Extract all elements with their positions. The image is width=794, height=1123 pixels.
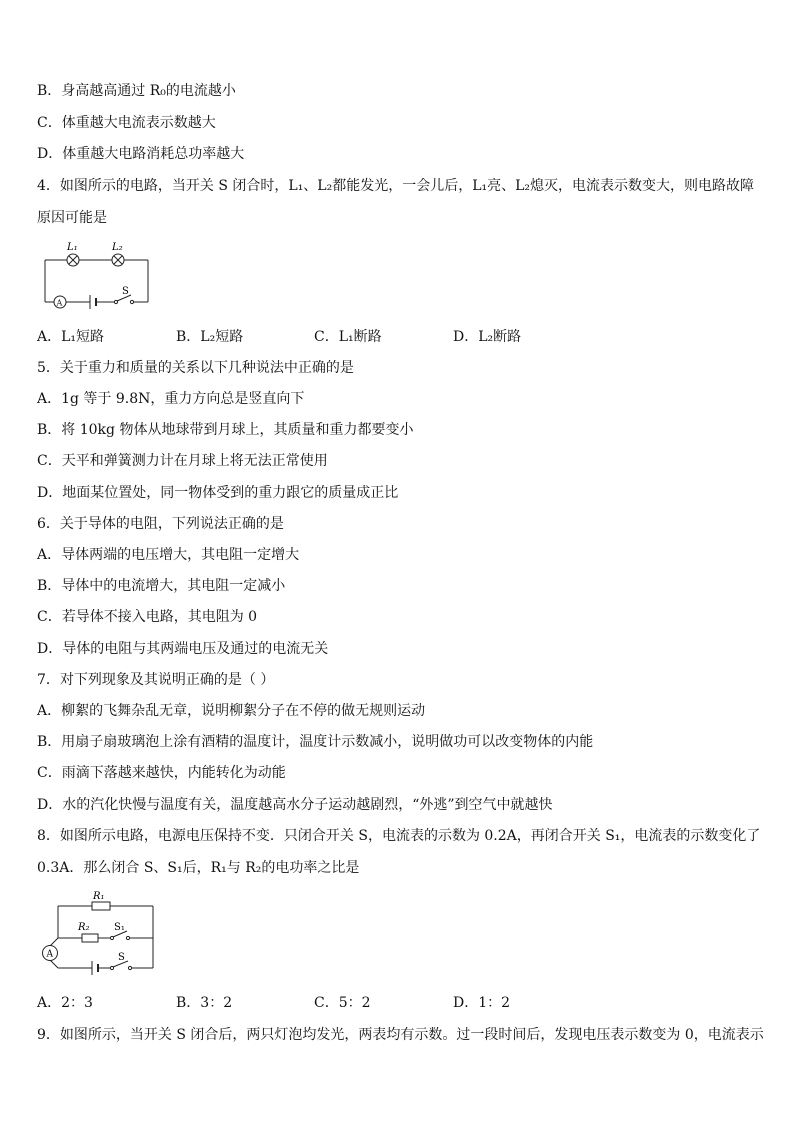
resistor-r1-icon bbox=[92, 902, 110, 910]
battery-icon bbox=[92, 961, 98, 975]
q4-option-d: D．L₂断路 bbox=[453, 329, 522, 345]
lamp-l2-label: L₂ bbox=[112, 242, 123, 253]
r1-label: R₁ bbox=[93, 891, 105, 902]
q8-options bbox=[37, 994, 757, 1012]
q8-stem-line2: 0.3A．那么闭合 S、S₁后，R₁与 R₂的电功率之比是 bbox=[37, 860, 360, 876]
q4-stem-line1: 4．如图所示的电路，当开关 S 闭合时，L₁、L₂都能发光，一会儿后，L₁亮、L₂熄灭，电流表示数变大，则电路故障 bbox=[37, 178, 755, 194]
q8-option-c: C．5：2 bbox=[314, 995, 371, 1011]
q3-option-c: C．体重越大电流表示数越大 bbox=[37, 115, 216, 131]
s-label: S bbox=[118, 952, 125, 963]
q6-stem: 6．关于导体的电阻，下列说法正确的是 bbox=[37, 516, 284, 532]
ammeter-icon bbox=[54, 296, 66, 308]
lamp-l2-icon bbox=[112, 254, 124, 266]
q5-option-c: C．天平和弹簧测力计在月球上将无法正常使用 bbox=[37, 453, 328, 469]
battery-icon bbox=[90, 295, 96, 309]
q4-options bbox=[37, 328, 757, 346]
q8-option-b: B．3：2 bbox=[176, 995, 233, 1011]
q5-stem: 5．关于重力和质量的关系以下几种说法中正确的是 bbox=[37, 360, 354, 376]
q6-option-a: A．导体两端的电压增大，其电阻一定增大 bbox=[37, 547, 300, 563]
lamp-l1-icon bbox=[67, 254, 79, 266]
svg-text:A: A bbox=[56, 298, 63, 308]
q4-option-a: A．L₁短路 bbox=[37, 329, 105, 345]
q4-stem-line2: 原因可能是 bbox=[37, 210, 107, 226]
q4-option-c: C．L₁断路 bbox=[314, 329, 382, 345]
q8-stem-line1: 8．如图所示电路，电源电压保持不变．只闭合开关 S，电流表的示数为 0.2A，再闭合开关 S₁，电流表的示数变化了 bbox=[37, 828, 761, 844]
ammeter-icon bbox=[43, 946, 58, 961]
resistor-r2-icon bbox=[82, 934, 98, 942]
lamp-l1-label: L₁ bbox=[67, 242, 78, 253]
r2-label: R₂ bbox=[78, 922, 90, 933]
q8-option-d: D．1：2 bbox=[453, 995, 511, 1011]
q5-option-a: A．1g 等于 9.8N，重力方向总是竖直向下 bbox=[37, 391, 305, 407]
svg-text:A: A bbox=[46, 949, 53, 960]
q7-option-d: D．水的汽化快慢与温度有关，温度越高水分子运动越剧烈，“外逃”到空气中就越快 bbox=[37, 797, 553, 813]
q5-option-b: B．将 10kg 物体从地球带到月球上，其质量和重力都要变小 bbox=[37, 422, 414, 438]
q8-option-a: A．2：3 bbox=[37, 995, 93, 1011]
q3-option-b: B．身高越高通过 R₀的电流越小 bbox=[37, 83, 236, 99]
q5-option-d: D．地面某位置处，同一物体受到的重力跟它的质量成正比 bbox=[37, 485, 399, 501]
q9-stem-line1: 9．如图所示，当开关 S 闭合后，两只灯泡均发光，两表均有示数。过一段时间后，发现电压表示数变为 0，电流表示 bbox=[37, 1027, 764, 1043]
s1-label: S₁ bbox=[114, 922, 125, 933]
q4-circuit-diagram bbox=[40, 238, 160, 314]
q3-option-d: D．体重越大电路消耗总功率越大 bbox=[37, 146, 245, 162]
switch-label: S bbox=[122, 286, 129, 297]
q7-option-a: A．柳絮的飞舞杂乱无章，说明柳絮分子在不停的做无规则运动 bbox=[37, 703, 426, 719]
q6-option-b: B．导体中的电流增大，其电阻一定减小 bbox=[37, 578, 286, 594]
q7-stem: 7．对下列现象及其说明正确的是（ ） bbox=[37, 672, 275, 688]
q7-option-b: B．用扇子扇玻璃泡上涂有酒精的温度计，温度计示数减小，说明做功可以改变物体的内能 bbox=[37, 734, 594, 750]
q4-option-b: B．L₂短路 bbox=[176, 329, 244, 345]
q6-option-d: D．导体的电阻与其两端电压及通过的电流无关 bbox=[37, 641, 329, 657]
q7-option-c: C．雨滴下落越来越快，内能转化为动能 bbox=[37, 765, 286, 781]
q6-option-c: C．若导体不接入电路，其电阻为 0 bbox=[37, 609, 258, 625]
q8-circuit-diagram bbox=[40, 890, 162, 976]
